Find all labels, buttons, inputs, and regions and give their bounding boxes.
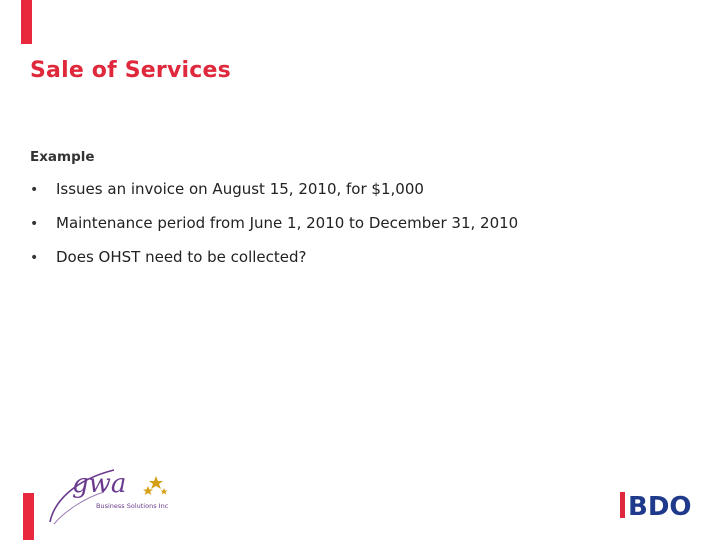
bullet-text: Maintenance period from June 1, 2010 to December 31, 2010	[56, 214, 519, 232]
section-subtitle: Example	[30, 149, 95, 165]
bullet-text: Does OHST need to be collected?	[56, 248, 307, 266]
bullet-icon: •	[30, 182, 39, 198]
accent-bar-top	[21, 0, 32, 44]
star-icon	[161, 488, 168, 495]
bullet-text: Issues an invoice on August 15, 2010, for $1,000	[56, 180, 424, 198]
star-icon	[143, 486, 153, 495]
bdo-logo	[620, 486, 700, 520]
list-item	[30, 178, 518, 212]
bullet-icon: •	[30, 250, 39, 266]
bdo-logo-text: BDO	[628, 492, 692, 520]
page-title: Sale of Services	[30, 58, 231, 83]
gwa-tagline: Business Solutions Inc	[96, 502, 169, 510]
list-item	[30, 212, 518, 246]
bullet-list	[30, 178, 518, 280]
gwa-logo	[44, 462, 194, 526]
list-item	[30, 246, 518, 280]
accent-bar-bottom	[23, 493, 34, 540]
bullet-icon: •	[30, 216, 39, 232]
star-icon	[149, 476, 163, 489]
gwa-logo-text: gwa	[72, 469, 127, 499]
